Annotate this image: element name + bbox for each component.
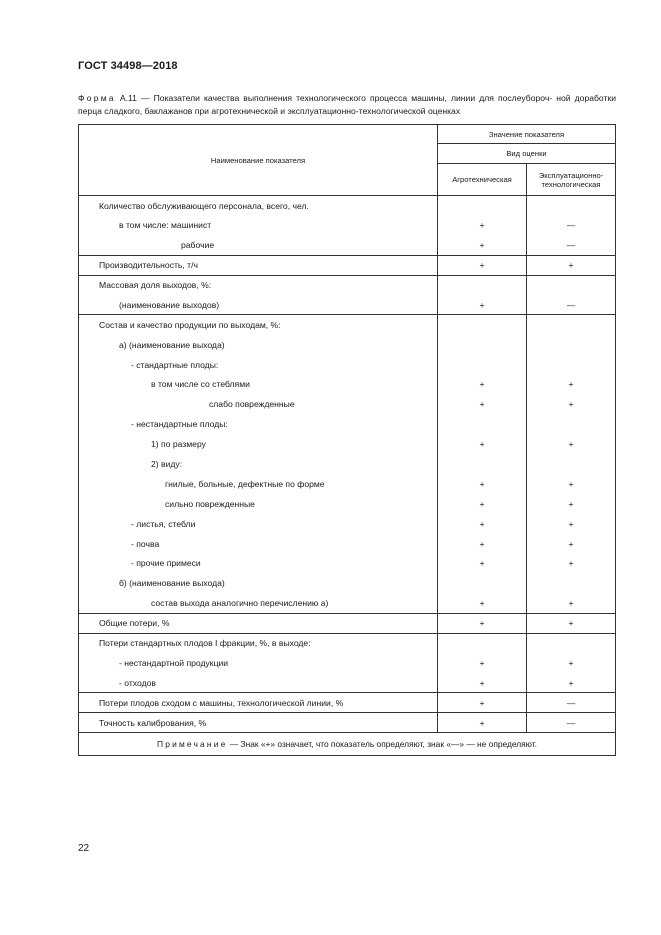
table-row [79,335,616,355]
indicator-name: Общие потери, % [79,613,438,633]
note-cell [79,733,616,756]
agrotechnical-value: + [438,235,527,255]
agrotechnical-value [438,275,527,295]
agrotechnical-value [438,414,527,434]
agrotechnical-value: + [438,713,527,733]
caption-label: Форма [78,93,116,103]
indicator-name: - нестандартные плоды: [79,414,438,434]
operational-value: + [527,554,616,574]
table-row [79,573,616,593]
table-row [79,375,616,395]
agrotechnical-value: + [438,613,527,633]
agrotechnical-value [438,573,527,593]
note-text: — Знак «+» означает, что показатель определяют, знак «—» — не определяют. [227,739,537,750]
indicators-table [78,124,616,756]
header-indicator-name: Наименование показателя [79,125,438,196]
table-row [79,235,616,255]
operational-value: + [527,653,616,673]
agrotechnical-value: + [438,474,527,494]
table-row [79,215,616,235]
agrotechnical-value [438,196,527,216]
agrotechnical-value: + [438,554,527,574]
note-row [79,733,616,756]
indicator-name: б) (наименование выхода) [79,573,438,593]
indicator-name: - отходов [79,673,438,693]
header-indicator-value: Значение показателя [438,125,616,144]
table-row [79,315,616,335]
agrotechnical-value: + [438,534,527,554]
agrotechnical-value: + [438,593,527,613]
operational-value [527,355,616,375]
table-body [79,196,616,733]
indicator-name: Массовая доля выходов, %: [79,275,438,295]
indicator-name: 1) по размеру [79,434,438,454]
table-row [79,554,616,574]
table-row [79,514,616,534]
agrotechnical-value [438,454,527,474]
agrotechnical-value [438,315,527,335]
table-row [79,355,616,375]
operational-value: + [527,375,616,395]
indicator-name: сильно поврежденные [79,494,438,514]
table-row [79,275,616,295]
table-caption [78,92,616,118]
table-row [79,474,616,494]
table-row [79,414,616,434]
table-row [79,693,616,713]
operational-value [527,454,616,474]
header-operational-line1: Эксплуатационно- [538,170,604,180]
agrotechnical-value: + [438,434,527,454]
agrotechnical-value: + [438,255,527,275]
caption-text: А.11 — Показатели качества выполнения технологического процесса машины, линии для послеубороч- [119,93,553,103]
indicator-name: Количество обслуживающего персонала, всего, чел. [79,196,438,216]
operational-value [527,414,616,434]
operational-value [527,633,616,653]
operational-value [527,573,616,593]
operational-value: + [527,514,616,534]
table-row [79,196,616,216]
operational-value: + [527,593,616,613]
note-label: Примечание [157,739,228,750]
header-assessment-type: Вид оценки [438,144,616,164]
agrotechnical-value: + [438,494,527,514]
agrotechnical-value: + [438,653,527,673]
indicator-name: рабочие [79,235,438,255]
operational-value: — [527,235,616,255]
operational-value: — [527,295,616,315]
operational-value: + [527,613,616,633]
agrotechnical-value: + [438,673,527,693]
table-row [79,633,616,653]
indicator-name: состав выхода аналогично перечислению а) [79,593,438,613]
agrotechnical-value [438,335,527,355]
operational-value [527,335,616,355]
table-row [79,394,616,414]
table-row [79,534,616,554]
operational-value: + [527,474,616,494]
indicator-name: - листья, стебли [79,514,438,534]
indicator-name: а) (наименование выхода) [79,335,438,355]
operational-value [527,275,616,295]
table-row [79,713,616,733]
indicator-name: - почва [79,534,438,554]
operational-value: + [527,255,616,275]
indicator-name: в том числе со стеблями [79,375,438,395]
operational-value: + [527,434,616,454]
indicator-name: Потери стандартных плодов I фракции, %, в выходе: [79,633,438,653]
table-row [79,613,616,633]
indicator-name: 2) виду: [79,454,438,474]
agrotechnical-value: + [438,514,527,534]
indicator-name: - стандартные плоды: [79,355,438,375]
indicator-name: в том числе: машинист [79,215,438,235]
indicator-name: (наименование выходов) [79,295,438,315]
operational-value [527,196,616,216]
indicator-name: слабо поврежденные [79,394,438,414]
table-row [79,673,616,693]
agrotechnical-value: + [438,693,527,713]
agrotechnical-value [438,355,527,375]
operational-value: + [527,394,616,414]
table-row [79,255,616,275]
agrotechnical-value: + [438,394,527,414]
header-agrotechnical: Агротехническая [438,164,527,196]
header-operational-line2: технологическая [541,179,601,189]
indicator-name: Состав и качество продукции по выходам, %: [79,315,438,335]
table-row [79,653,616,673]
header-operational [527,164,616,196]
table-row [79,593,616,613]
operational-value: + [527,494,616,514]
page-number: 22 [78,843,90,854]
operational-value: — [527,693,616,713]
indicator-name: - прочие примеси [79,554,438,574]
indicator-name: Потери плодов сходом с машины, технологической линии, % [79,693,438,713]
agrotechnical-value: + [438,215,527,235]
table-row [79,434,616,454]
operational-value: — [527,713,616,733]
operational-value: + [527,673,616,693]
operational-value: — [527,215,616,235]
indicator-name: Точность калибрования, % [79,713,438,733]
caption-text-cont: ной доработки перца сладкого, баклажанов при агротехнической и эксплуатационно-технологической оценках [78,93,617,116]
indicator-name: Производительность, т/ч [79,255,438,275]
indicator-name: гнилые, больные, дефектные по форме [79,474,438,494]
table-row [79,494,616,514]
document-title: ГОСТ 34498—2018 [78,60,178,72]
table-row [79,295,616,315]
agrotechnical-value: + [438,375,527,395]
operational-value [527,315,616,335]
agrotechnical-value [438,633,527,653]
table-row [79,454,616,474]
agrotechnical-value: + [438,295,527,315]
operational-value: + [527,534,616,554]
indicator-name: - нестандартной продукции [79,653,438,673]
